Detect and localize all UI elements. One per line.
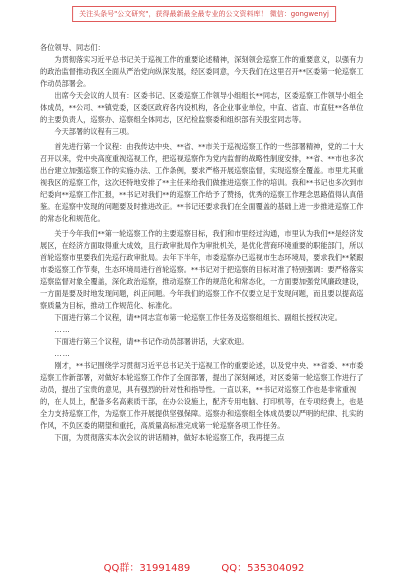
qq-number: QQ：535304092 <box>221 563 305 574</box>
paragraph: 下面，为贯彻落实本次会议的讲话精神，做好本轮巡察工作，我再提三点 <box>54 433 285 442</box>
paragraph: 关于今年我们**第一轮巡察工作的主要巡察目标，我们和市里经过沟通，市里认为我们**是经济发展区，在经济方面取得重大成效，且行政审批局作为审批机关，是优化营商环境重要的职能部门，所以首轮巡察市里要我们先巡行政审批局。去年下半年，市委巡察办已巡视市生态环境局，要求我们**紧跟市委巡察工作节奏，生态环境局进行首轮巡察。**书记对于把巡察的目标对准了特别强调：要严格落实巡察监督对象全覆盖，深化政治巡察，推动巡察工作的规范化和常态化，一方面要加强党风廉政建设，一方面是要及时地发现问题，纠正问题。今年我们的巡察工作不仅要立足于发现问题，而且要以提高巡察质量为目标，推动工作规范化、标准化。 <box>40 229 364 310</box>
footer-contact <box>0 562 408 576</box>
paragraph: 下面进行第二个议程，请**同志宣布第一轮巡察工作任务及巡察组组长、副组长授权决定。 <box>54 313 342 322</box>
document-body <box>40 42 370 444</box>
ellipsis: …… <box>54 325 71 334</box>
greeting: 各位领导、同志们： <box>40 43 105 52</box>
paragraph: 为贯彻落实习近平总书记关于巡视工作的重要论述精神，深刻领会巡察工作的重要意义，以强有力的政治监督推动我区全面从严治党向纵深发展，经区委同意，今天我们在这里召开**区委第一轮巡察工作动员部署会。 <box>40 55 364 88</box>
paragraph: 刚才，**书记围绕学习贯彻习近平总书记关于巡视工作的重要论述，以及党中央、**省委、**市委巡察工作新部署，对做好本轮巡察工作作了全面部署，提出了深刻阐述，对区委第一轮巡察工作进行了动员，提出了宝贵的意见，具有强烈的针对性和指导性。一直以来，**书记对巡察工作也是非常重视的，在人员上，配备多名高素质干部，在办公设施上，配齐专用电脑、打印机等，在专项经费上，也是全力支持巡察工作，为巡察工作开展提供坚强保障。巡察办和巡察组全体成员要以严明的纪律、扎实的作风，不负区委的期望和重托，高质量高标准完成第一轮巡察各项工作任务。 <box>40 361 364 430</box>
header-banner: 关注头条号"公文研究"，获得最新最全最专业的公文资料库！ 微信：gongwenyj <box>72 6 336 22</box>
paragraph: 下面进行第三个议程，请**书记作动员部署讲话，大家欢迎。 <box>54 337 249 346</box>
paragraph: 今天部署的议程有三项。 <box>54 127 134 136</box>
paragraph: 首先进行第一个议程：由我传达中央、**省、**市关于巡视巡察工作的一些部署精神，党的二十大召开以来，党中央高度重视巡视工作，把巡视巡察作为党内监督的战略性制度安排，**省、**市也多次出台建立加强巡察工作的实施办法、工作条例，要求严格开展巡察监督，实现巡察全覆盖。市里尤其重视我区的巡察工作，这次还特地安排了**主任来给我们做推进巡察工作的培训。我和**书记也多次到市纪委向**巡察工作汇报，**书记对我们**的巡察工作给予了赞扬，优秀的巡察工作理念思路值得认真借鉴。在巡察中发现的问题要及时推进改正。**书记还要求我们在全面覆盖的基础上进一步推进巡察工作的常态化和规范化。 <box>40 142 364 223</box>
paragraph: 出席今天会议的人员有：区委书记、区委巡察工作领导小组组长**同志，区委巡察工作领导小组全体成员，**公司、**镇党委，区委区政府各内设机构，各企业事业单位，中直、省直、市直驻**各单位的主要负责人，巡察办、巡察组全体同志，区纪检监察委和组织部有关股室同志等。 <box>40 91 364 124</box>
ellipsis: …… <box>54 349 71 358</box>
qq-group: QQ群：31991489 <box>103 563 191 574</box>
